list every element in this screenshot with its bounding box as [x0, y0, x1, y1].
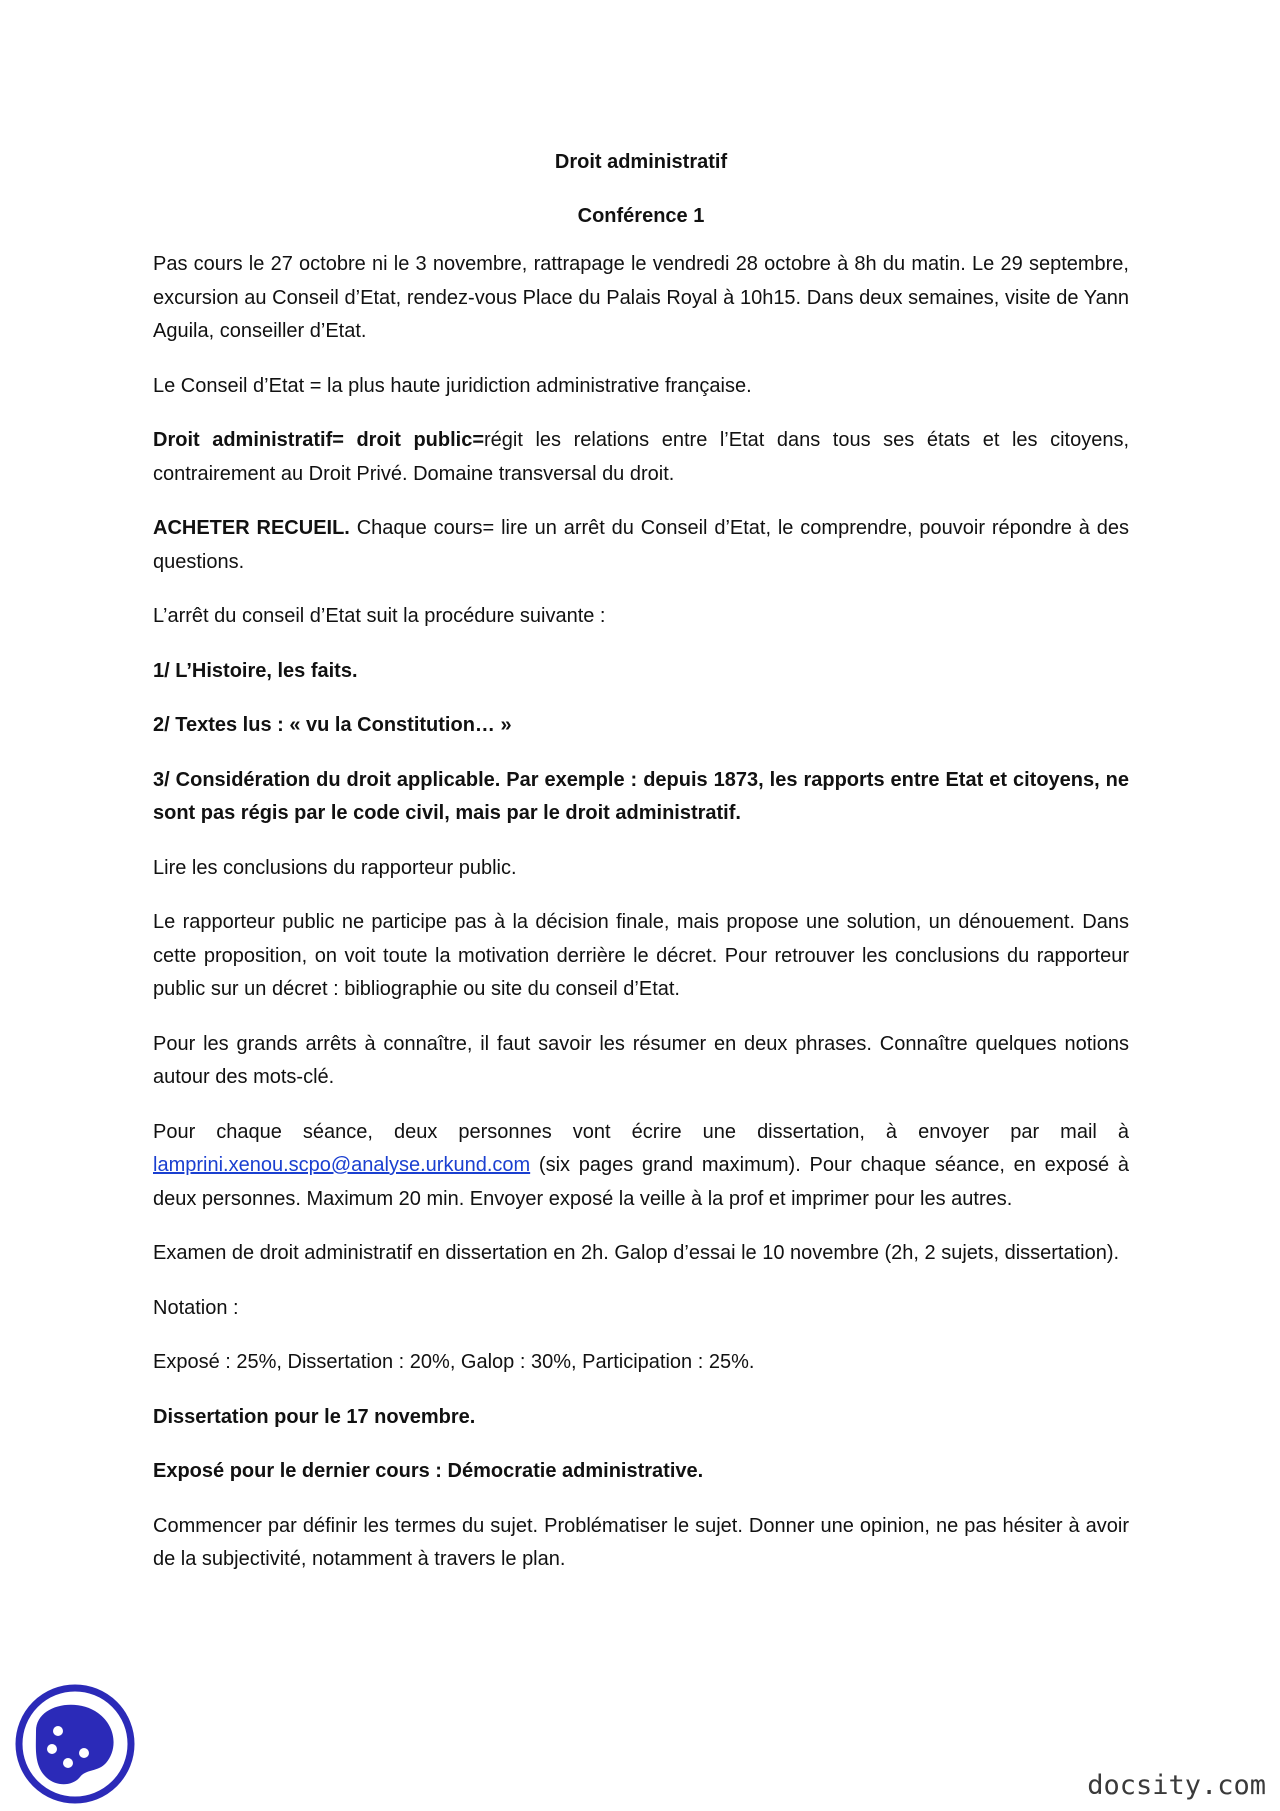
docsity-logo-icon[interactable] — [14, 1683, 136, 1805]
droit-public-bold: Droit administratif= droit public= — [153, 429, 485, 451]
paragraph-expose-topic: Exposé pour le dernier cours : Démocratie administrative. — [153, 1460, 704, 1482]
procedure-step-2: 2/ Textes lus : « vu la Constitution… » — [153, 714, 512, 736]
document-subtitle: Conférence 1 — [577, 205, 705, 227]
document-title: Droit administratif — [554, 151, 728, 173]
paragraph-rapporteur: Le rapporteur public ne participe pas à la décision finale, mais propose une solution, un dénouement. Dans cette proposition, on voit toute la motivation derrière le décret. Pour retrouver les conclusions du rapporteur public sur un décret : bibliographie ou site du conseil d’Etat. — [153, 911, 1129, 1000]
paragraph-droit-public — [153, 424, 1129, 491]
paragraph-grands-arrets: Pour les grands arrêts à connaître, il faut savoir les résumer en deux phrases. Connaître quelques notions autour des mots-clé. — [153, 1032, 1129, 1088]
document-page — [153, 148, 1129, 1598]
paragraph-conseil-etat: Le Conseil d’Etat = la plus haute juridiction administrative française. — [153, 374, 752, 397]
paragraph-methodology: Commencer par définir les termes du sujet. Problématiser le sujet. Donner une opinion, ne pas hésiter à avoir de la subjectivité, notamment à travers le plan. — [153, 1514, 1129, 1570]
paragraph-conclusions: Lire les conclusions du rapporteur public. — [153, 856, 517, 879]
paragraph-dissertation-mail — [153, 1116, 1129, 1217]
mail-text-after: (six pages grand maximum). Pour chaque séance, en exposé à deux personnes. Maximum 20 min. Envoyer exposé la veille à la prof et imprimer pour les autres. — [153, 1154, 1129, 1210]
procedure-step-3: 3/ Considération du droit applicable. Par exemple : depuis 1873, les rapports entre Etat et citoyens, ne sont pas régis par le code civil, mais par le droit administratif. — [153, 768, 1129, 824]
docsity-brand-text[interactable]: docsity.com — [1087, 1770, 1266, 1801]
procedure-step-1: 1/ L’Histoire, les faits. — [153, 659, 358, 682]
recueil-bold: ACHETER RECUEIL. — [153, 517, 350, 539]
paragraph-notation-label: Notation : — [153, 1296, 239, 1319]
email-link[interactable]: lamprini.xenou.scpo@analyse.urkund.com — [153, 1154, 531, 1176]
paragraph-notation-values: Exposé : 25%, Dissertation : 20%, Galop : 30%, Participation : 25%. — [153, 1351, 755, 1373]
paragraph-dissertation-date: Dissertation pour le 17 novembre. — [153, 1405, 476, 1428]
paragraph-procedure: L’arrêt du conseil d’Etat suit la procédure suivante : — [153, 605, 606, 627]
recueil-text: Chaque cours= lire un arrêt du Conseil d’Etat, le comprendre, pouvoir répondre à des questions. — [153, 517, 1129, 573]
paragraph-schedule: Pas cours le 27 octobre ni le 3 novembre, rattrapage le vendredi 28 octobre à 8h du matin. Le 29 septembre, excursion au Conseil d’Etat, rendez-vous Place du Palais Royal à 10h15. Dans deux semaines, visite de Yann Aguila, conseiller d’Etat. — [153, 253, 1129, 342]
docsity-logo-svg — [14, 1683, 136, 1805]
paragraph-recueil — [153, 512, 1129, 579]
paragraph-examen: Examen de droit administratif en dissertation en 2h. Galop d’essai le 10 novembre (2h, 2 sujets, dissertation). — [153, 1242, 1120, 1264]
droit-public-text: régit les relations entre l’Etat dans tous ses états et les citoyens, contrairement au Droit Privé. Domaine transversal du droit. — [153, 429, 1129, 485]
mail-text-before: Pour chaque séance, deux personnes vont écrire une dissertation, à envoyer par mail à — [153, 1120, 1129, 1143]
